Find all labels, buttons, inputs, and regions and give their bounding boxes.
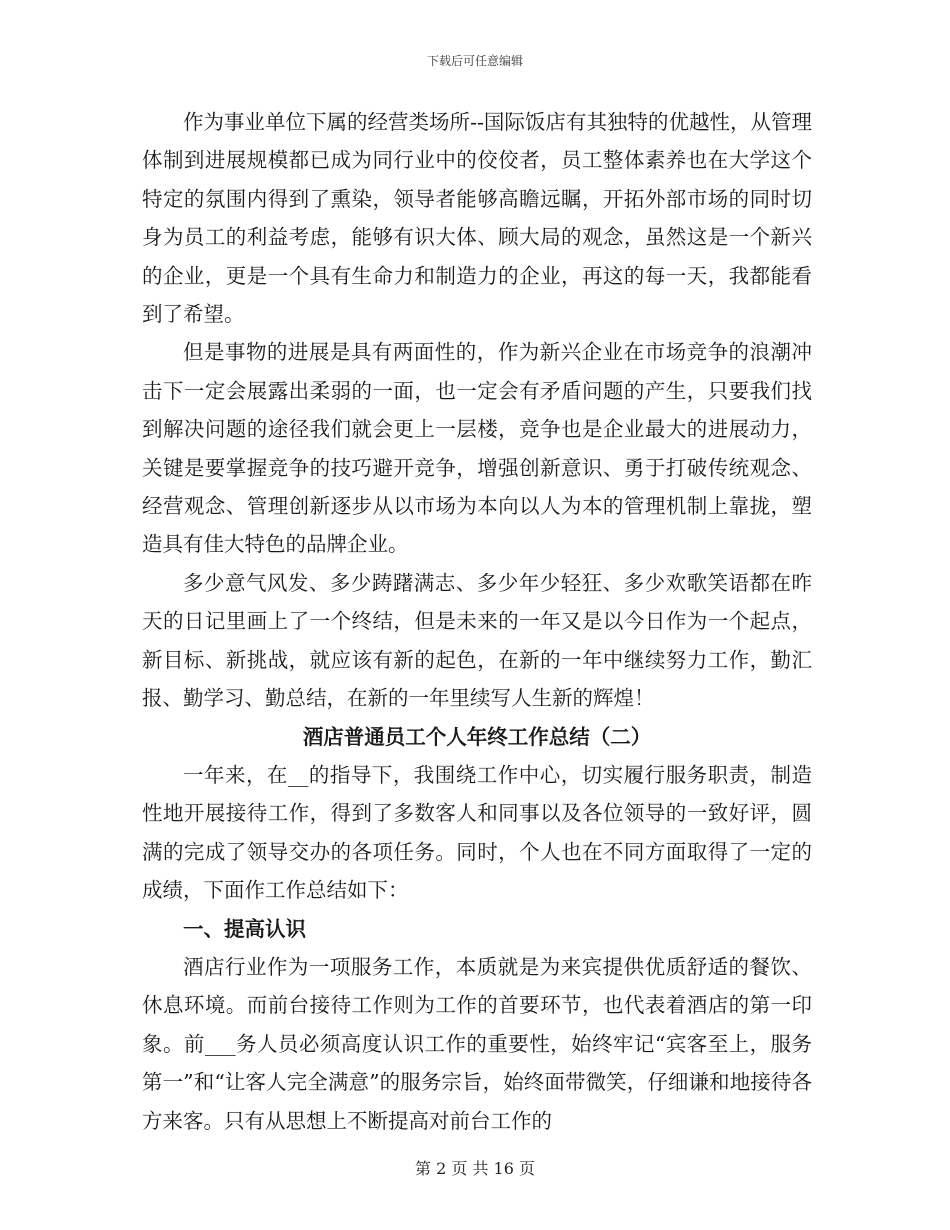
subheading-improve-awareness: 一、提高认识 <box>183 916 306 941</box>
paragraph-4: 一年来，在__的指导下，我围绕工作中心，切实履行服务职责，制造性地开展接待工作，得到了多数客人和同事以及各位领导的一致好评，圆满的完成了领导交办的各项任务。同时，个人也在不同方面取得了一定的成绩，下面作工作总结如下： <box>142 762 812 903</box>
paragraph-1: 作为事业单位下属的经营类场所--国际饭店有其独特的优越性，从管理体制到进展规模都已成为同行业中的佼佼者，员工整体素养也在大学这个特定的氛围内得到了熏染，领导者能够高瞻远瞩，开拓外部市场的同时切身为员工的利益考虑，能够有识大体、顾大局的观念，虽然这是一个新兴的企业，更是一个具有生命力和制造力的企业，再这的每一天，我都能看到了希望。 <box>142 110 812 327</box>
section-title: 酒店普通员工个人年终工作总结（二） <box>302 724 652 749</box>
paragraph-5: 酒店行业作为一项服务工作，本质就是为来宾提供优质舒适的餐饮、休息环境。而前台接待工作则为工作的首要环节，也代表着酒店的第一印象。前___务人员必须高度认识工作的重要性，始终牢记“宾客至上，服务第一”和“让客人完全满意”的服务宗旨，始终面带微笑，仔细谦和地接待各方来客。只有从思想上不断提高对前台工作的 <box>142 954 812 1133</box>
paragraph-3: 多少意气风发、多少踌躇满志、多少年少轻狂、多少欢歌笑语都在昨天的日记里画上了一个终结，但是未来的一年又是以今日作为一个起点，新目标、新挑战，就应该有新的起色，在新的一年中继续努力工作，勤汇报、勤学习、勤总结，在新的一年里续写人生新的辉煌！ <box>142 570 812 711</box>
page-header-note: 下载后可任意编辑 <box>426 54 523 68</box>
document-body <box>142 103 812 1140</box>
page-footer-number: 第 2 页 共 16 页 <box>415 1159 535 1178</box>
paragraph-2: 但是事物的进展是具有两面性的，作为新兴企业在市场竞争的浪潮冲击下一定会展露出柔弱的一面，也一定会有矛盾问题的产生，只要我们找到解决问题的途径我们就会更上一层楼，竞争也是企业最大的进展动力，关键是要掌握竞争的技巧避开竞争，增强创新意识、勇于打破传统观念、经营观念、管理创新逐步从以市场为本向以人为本的管理机制上靠拢，塑造具有佳大特色的品牌企业。 <box>142 340 812 557</box>
